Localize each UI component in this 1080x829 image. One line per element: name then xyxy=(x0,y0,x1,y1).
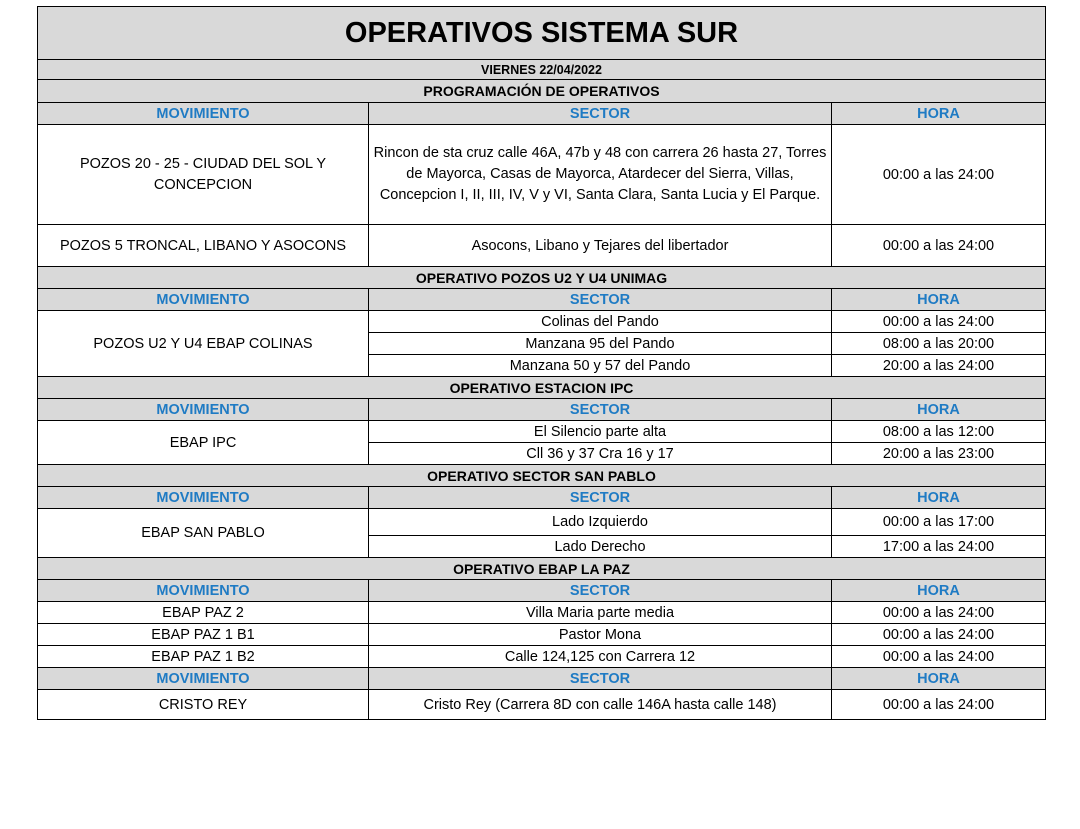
section-title: OPERATIVO ESTACION IPC xyxy=(38,377,1046,399)
sector-cell: Asocons, Libano y Tejares del libertador xyxy=(369,225,832,267)
sector-cell: Calle 124,125 con Carrera 12 xyxy=(369,646,832,668)
sector-cell: Villa Maria parte media xyxy=(369,602,832,624)
hora-cell: 17:00 a las 24:00 xyxy=(832,536,1046,558)
hora-cell: 00:00 a las 24:00 xyxy=(832,125,1046,225)
sector-cell: Lado Derecho xyxy=(369,536,832,558)
hora-cell: 00:00 a las 24:00 xyxy=(832,602,1046,624)
date-banner: VIERNES 22/04/2022 xyxy=(38,60,1046,80)
hora-cell: 00:00 a las 24:00 xyxy=(832,646,1046,668)
table-row xyxy=(38,225,1046,267)
column-header-hora: HORA xyxy=(832,103,1046,125)
section-title: OPERATIVO POZOS U2 Y U4 UNIMAG xyxy=(38,267,1046,289)
hora-cell: 00:00 a las 17:00 xyxy=(832,509,1046,536)
table-row xyxy=(38,125,1046,225)
movimiento-cell: CRISTO REY xyxy=(38,690,369,720)
column-header-movimiento: MOVIMIENTO xyxy=(38,289,369,311)
movimiento-cell: POZOS 20 - 25 - CIUDAD DEL SOL Y CONCEPCION xyxy=(38,125,369,225)
column-header-hora: HORA xyxy=(832,668,1046,690)
column-header-hora: HORA xyxy=(832,289,1046,311)
movimiento-cell: EBAP IPC xyxy=(38,421,369,465)
movimiento-cell: POZOS U2 Y U4 EBAP COLINAS xyxy=(38,311,369,377)
column-header-movimiento: MOVIMIENTO xyxy=(38,487,369,509)
column-header-movimiento: MOVIMIENTO xyxy=(38,399,369,421)
table-row xyxy=(38,421,1046,443)
movimiento-cell: EBAP PAZ 1 B1 xyxy=(38,624,369,646)
sector-cell: Rincon de sta cruz calle 46A, 47b y 48 con carrera 26 hasta 27, Torres de Mayorca, Casas de Mayorca, Atardecer del Sierra, Villas, Concepcion I, II, III, IV, V y VI, Santa Clara, Santa Lucia y El Parque. xyxy=(369,125,832,225)
column-header-movimiento: MOVIMIENTO xyxy=(38,580,369,602)
column-header-sector: SECTOR xyxy=(369,580,832,602)
sector-cell: Cll 36 y 37 Cra 16 y 17 xyxy=(369,443,832,465)
movimiento-cell: EBAP PAZ 1 B2 xyxy=(38,646,369,668)
column-header-hora: HORA xyxy=(832,487,1046,509)
column-header-hora: HORA xyxy=(832,580,1046,602)
sector-cell: El Silencio parte alta xyxy=(369,421,832,443)
table-row xyxy=(38,646,1046,668)
sector-cell: Lado Izquierdo xyxy=(369,509,832,536)
hora-cell: 00:00 a las 24:00 xyxy=(832,311,1046,333)
hora-cell: 08:00 a las 20:00 xyxy=(832,333,1046,355)
table-row xyxy=(38,509,1046,536)
sector-cell: Colinas del Pando xyxy=(369,311,832,333)
column-header-movimiento: MOVIMIENTO xyxy=(38,103,369,125)
hora-cell: 08:00 a las 12:00 xyxy=(832,421,1046,443)
section-title: OPERATIVO EBAP LA PAZ xyxy=(38,558,1046,580)
movimiento-cell: EBAP SAN PABLO xyxy=(38,509,369,558)
table-row xyxy=(38,624,1046,646)
hora-cell: 20:00 a las 24:00 xyxy=(832,355,1046,377)
column-header-hora: HORA xyxy=(832,399,1046,421)
operativos-table xyxy=(37,6,1046,720)
hora-cell: 00:00 a las 24:00 xyxy=(832,624,1046,646)
column-header-sector: SECTOR xyxy=(369,487,832,509)
section-title: OPERATIVO SECTOR SAN PABLO xyxy=(38,465,1046,487)
sector-cell: Pastor Mona xyxy=(369,624,832,646)
column-header-sector: SECTOR xyxy=(369,289,832,311)
column-header-sector: SECTOR xyxy=(369,399,832,421)
hora-cell: 00:00 a las 24:00 xyxy=(832,225,1046,267)
hora-cell: 20:00 a las 23:00 xyxy=(832,443,1046,465)
column-header-sector: SECTOR xyxy=(369,103,832,125)
sector-cell: Manzana 95 del Pando xyxy=(369,333,832,355)
table-row xyxy=(38,690,1046,720)
table-row xyxy=(38,311,1046,333)
column-header-movimiento: MOVIMIENTO xyxy=(38,668,369,690)
table-row xyxy=(38,602,1046,624)
column-header-sector: SECTOR xyxy=(369,668,832,690)
sector-cell: Manzana 50 y 57 del Pando xyxy=(369,355,832,377)
hora-cell: 00:00 a las 24:00 xyxy=(832,690,1046,720)
section-title: PROGRAMACIÓN DE OPERATIVOS xyxy=(38,80,1046,103)
movimiento-cell: POZOS 5 TRONCAL, LIBANO Y ASOCONS xyxy=(38,225,369,267)
page-title: OPERATIVOS SISTEMA SUR xyxy=(38,7,1046,60)
sector-cell: Cristo Rey (Carrera 8D con calle 146A hasta calle 148) xyxy=(369,690,832,720)
movimiento-cell: EBAP PAZ 2 xyxy=(38,602,369,624)
